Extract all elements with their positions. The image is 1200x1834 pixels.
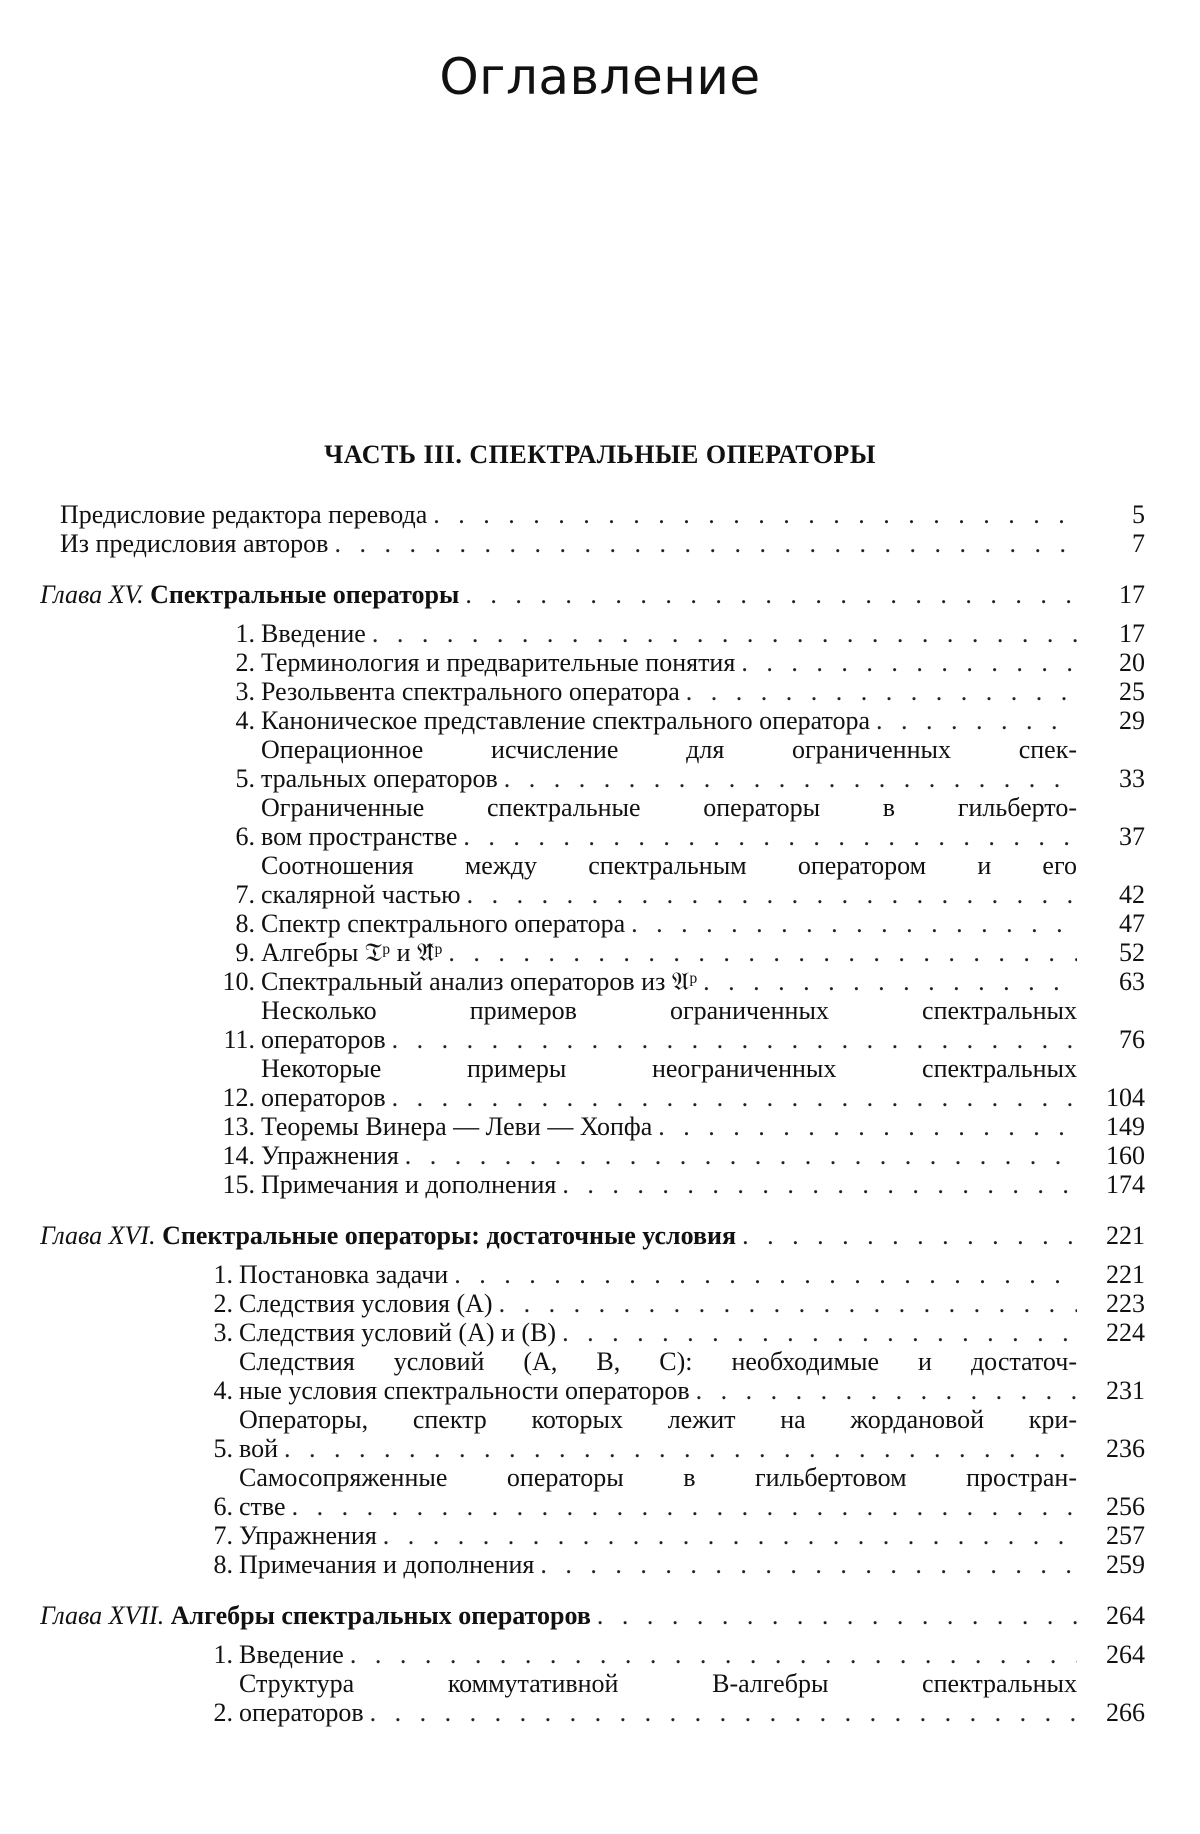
entry-text [239, 1640, 1077, 1669]
leader-dots [454, 1260, 1077, 1289]
entry-last-line [261, 648, 1077, 677]
leader-dots [562, 1318, 1077, 1347]
entry-text [239, 1669, 1077, 1727]
leader-dots [504, 764, 1077, 793]
section-number: 1. [213, 1640, 233, 1669]
part-heading: ЧАСТЬ III. СПЕКТРАЛЬНЫЕ ОПЕРАТОРЫ [324, 440, 876, 469]
section-number: 15. [222, 1170, 255, 1199]
toc-entry [60, 500, 1145, 529]
entry-line: Примечания и дополнения [239, 1550, 535, 1579]
section-number: 3. [235, 677, 255, 706]
toc-entry [215, 735, 1145, 793]
entry-last-line [239, 1376, 1077, 1405]
entry-last-line [239, 1640, 1077, 1669]
entry-line: Спектральный анализ операторов из 𝔄ᵖ [261, 967, 698, 996]
page-number: 37 [1119, 822, 1145, 851]
page-number: 47 [1119, 909, 1145, 938]
entry-line: Резольвента спектрального оператора [261, 677, 680, 706]
toc-entry [193, 1289, 1145, 1318]
leader-dots [562, 1170, 1077, 1199]
section-number: 8. [235, 909, 255, 938]
entry-last-line [60, 500, 1077, 529]
page-number: 266 [1106, 1698, 1145, 1727]
entry-line: Операционное исчисление для ограниченных спек- [261, 735, 1077, 764]
entry-text [261, 793, 1077, 851]
leader-dots [405, 1141, 1077, 1170]
entry-last-line [261, 619, 1077, 648]
section-number: 4. [235, 706, 255, 735]
toc-entry [215, 909, 1145, 938]
page-number: 17 [1119, 580, 1145, 609]
page-number: 264 [1106, 1601, 1145, 1630]
section-number: 12. [222, 1083, 255, 1112]
entry-last-line [239, 1521, 1077, 1550]
leader-dots [686, 677, 1077, 706]
page-number: 52 [1119, 938, 1145, 967]
entry-line: Несколько примеров ограниченных спектральных [261, 996, 1077, 1025]
entry-line: Введение [261, 619, 366, 648]
entry-last-line [261, 706, 1077, 735]
page-number: 256 [1106, 1492, 1145, 1521]
toc-entry [193, 1550, 1145, 1579]
section-list [40, 1640, 1145, 1727]
leader-dots [540, 1550, 1077, 1579]
entry-last-line [261, 967, 1077, 996]
page-number: 5 [1132, 500, 1145, 529]
entry-line: Спектр спектрального оператора [261, 909, 626, 938]
toc-entry [193, 1405, 1145, 1463]
entry-text [261, 648, 1077, 677]
entry-text [60, 529, 1077, 558]
entry-line: Ограниченные спектральные операторы в гильберто- [261, 793, 1077, 822]
entry-text [261, 938, 1077, 967]
entry-text [261, 851, 1077, 909]
chapter-heading [40, 580, 1145, 609]
entry-text [261, 1112, 1077, 1141]
entry-last-line [40, 1601, 1077, 1630]
page-number: 149 [1106, 1112, 1145, 1141]
chapter-name: Спектральные операторы [150, 580, 460, 609]
section-number: 6. [235, 822, 255, 851]
entry-line: стве [239, 1492, 286, 1521]
entry-text [40, 1601, 1077, 1630]
page-number: 63 [1119, 967, 1145, 996]
page-number: 223 [1106, 1289, 1145, 1318]
leader-dots [742, 1221, 1077, 1250]
leader-dots [372, 619, 1077, 648]
page-number: 224 [1106, 1318, 1145, 1347]
entry-last-line [261, 1170, 1077, 1199]
page-number: 231 [1106, 1376, 1145, 1405]
chapter-label: Глава XVI. [40, 1221, 163, 1250]
entry-text [261, 735, 1077, 793]
page-number: 257 [1106, 1521, 1145, 1550]
entry-last-line [239, 1550, 1077, 1579]
leader-dots [876, 706, 1077, 735]
entry-text [261, 1054, 1077, 1112]
entry-last-line [239, 1698, 1077, 1727]
toc-entry [193, 1521, 1145, 1550]
section-number: 3. [213, 1318, 233, 1347]
section-number: 7. [235, 880, 255, 909]
entry-text [261, 706, 1077, 735]
entry-last-line [261, 880, 1077, 909]
section-list [40, 619, 1145, 1199]
entry-line: Соотношения между спектральным оператором и его [261, 851, 1077, 880]
page-number: 25 [1119, 677, 1145, 706]
page-number: 174 [1106, 1170, 1145, 1199]
entry-line: Предисловие редактора перевода [60, 500, 428, 529]
toc-entry [215, 938, 1145, 967]
entry-last-line [40, 1221, 1077, 1250]
entry-line: Теоремы Винера — Леви — Хопфа [261, 1112, 653, 1141]
chapter-label: Глава XVII. [40, 1601, 171, 1630]
chapter-name: Алгебры спектральных операторов [170, 1601, 591, 1630]
toc-entry [215, 851, 1145, 909]
chapter-name: Спектральные операторы: достаточные условия [162, 1221, 737, 1250]
entry-last-line [261, 764, 1077, 793]
entry-last-line [261, 938, 1077, 967]
page-number: 259 [1106, 1550, 1145, 1579]
section-number: 5. [213, 1434, 233, 1463]
entry-last-line [239, 1318, 1077, 1347]
toc-entry [215, 1141, 1145, 1170]
leader-dots [597, 1601, 1077, 1630]
toc-entry [215, 619, 1145, 648]
section-number: 1. [213, 1260, 233, 1289]
leader-dots [392, 1083, 1077, 1112]
entry-line: операторов [261, 1025, 386, 1054]
section-number: 5. [235, 764, 255, 793]
leader-dots [703, 967, 1077, 996]
entry-text [261, 909, 1077, 938]
leader-dots [370, 1698, 1077, 1727]
entry-line: ные условия спектральности операторов [239, 1376, 690, 1405]
toc-entry [193, 1347, 1145, 1405]
entry-line: операторов [261, 1083, 386, 1112]
section-number: 4. [213, 1376, 233, 1405]
leader-dots [392, 1025, 1077, 1054]
toc-entry [215, 1112, 1145, 1141]
toc-entry [215, 996, 1145, 1054]
entry-text [239, 1463, 1077, 1521]
entry-text [261, 619, 1077, 648]
entry-line: Самосопряженные операторы в гильбертовом простран- [239, 1463, 1077, 1492]
leader-dots [499, 1289, 1077, 1318]
section-number: 2. [213, 1698, 233, 1727]
entry-last-line [40, 580, 1077, 609]
entry-line: Постановка задачи [239, 1260, 449, 1289]
entry-line: Каноническое представление спектрального оператора [261, 706, 871, 735]
section-number: 13. [222, 1112, 255, 1141]
entry-text [239, 1347, 1077, 1405]
toc-entry [60, 529, 1145, 558]
toc-entry [193, 1640, 1145, 1669]
page-number: 104 [1106, 1083, 1145, 1112]
entry-last-line [261, 677, 1077, 706]
toc-entry [215, 677, 1145, 706]
entry-last-line [60, 529, 1077, 558]
entry-line: Следствия условия (А) [239, 1289, 493, 1318]
entry-text [261, 1141, 1077, 1170]
section-number: 2. [213, 1289, 233, 1318]
entry-line: вой [239, 1434, 279, 1463]
leader-dots [284, 1434, 1077, 1463]
page-number: 33 [1119, 764, 1145, 793]
section-number: 6. [213, 1492, 233, 1521]
entry-last-line [261, 1083, 1077, 1112]
entry-last-line [261, 822, 1077, 851]
entry-text [239, 1521, 1077, 1550]
toc-entry [193, 1318, 1145, 1347]
entry-text [261, 996, 1077, 1054]
entry-line: Некоторые примеры неограниченных спектральных [261, 1054, 1077, 1083]
toc-entry [193, 1260, 1145, 1289]
entry-line: Введение [239, 1640, 344, 1669]
entry-text [261, 1170, 1077, 1199]
toc-entry [215, 648, 1145, 677]
section-list [40, 1260, 1145, 1579]
page-number: 221 [1106, 1221, 1145, 1250]
entry-line: Из предисловия авторов [60, 529, 329, 558]
toc-entry [215, 1170, 1145, 1199]
entry-text [261, 967, 1077, 996]
entry-text [60, 500, 1077, 529]
entry-line: Упражнения [261, 1141, 399, 1170]
entry-last-line [239, 1289, 1077, 1318]
chapter-title [40, 1601, 597, 1630]
section-number: 10. [222, 967, 255, 996]
leader-dots [467, 880, 1077, 909]
section-number: 9. [235, 938, 255, 967]
entry-last-line [239, 1434, 1077, 1463]
table-of-contents [40, 500, 1145, 1727]
chapter-label: Глава XV. [40, 580, 151, 609]
page-number: 236 [1106, 1434, 1145, 1463]
entry-last-line [261, 1025, 1077, 1054]
leader-dots [334, 529, 1077, 558]
leader-dots [465, 580, 1077, 609]
leader-dots [433, 500, 1077, 529]
entry-text [239, 1260, 1077, 1289]
chapter-heading [40, 1221, 1145, 1250]
chapter-title [40, 580, 465, 609]
leader-dots [463, 822, 1077, 851]
entry-text [239, 1318, 1077, 1347]
toc-entry [215, 967, 1145, 996]
entry-line: Операторы, спектр которых лежит на жордановой кри- [239, 1405, 1077, 1434]
page-number: 42 [1119, 880, 1145, 909]
entry-line: вом пространстве [261, 822, 458, 851]
entry-line: тральных операторов [261, 764, 498, 793]
entry-text [239, 1405, 1077, 1463]
entry-line: операторов [239, 1698, 364, 1727]
page-number: 17 [1119, 619, 1145, 648]
page-number: 29 [1119, 706, 1145, 735]
section-number: 1. [235, 619, 255, 648]
entry-text [239, 1289, 1077, 1318]
section-number: 11. [223, 1025, 255, 1054]
entry-text [40, 1221, 1077, 1250]
page-number: 221 [1106, 1260, 1145, 1289]
leader-dots [741, 648, 1077, 677]
leader-dots [383, 1521, 1077, 1550]
page-number: 7 [1132, 529, 1145, 558]
entry-line: Терминология и предварительные понятия [261, 648, 736, 677]
leader-dots [292, 1492, 1077, 1521]
leader-dots [696, 1376, 1077, 1405]
entry-line: Примечания и дополнения [261, 1170, 557, 1199]
toc-entry [215, 1054, 1145, 1112]
toc-entry [193, 1463, 1145, 1521]
entry-line: Упражнения [239, 1521, 377, 1550]
entry-last-line [261, 909, 1077, 938]
entry-text [261, 677, 1077, 706]
chapter-title [40, 1221, 742, 1250]
page-number: 20 [1119, 648, 1145, 677]
entry-text [239, 1550, 1077, 1579]
leader-dots [350, 1640, 1077, 1669]
leader-dots [448, 938, 1077, 967]
toc-entry [215, 706, 1145, 735]
entry-line: Алгебры 𝔗ᵖ и 𝔄̂ᵖ [261, 938, 443, 967]
section-number: 2. [235, 648, 255, 677]
entry-last-line [261, 1141, 1077, 1170]
toc-entry [193, 1669, 1145, 1727]
entry-last-line [239, 1260, 1077, 1289]
entry-line: Следствия условий (А) и (В) [239, 1318, 557, 1347]
page-number: 76 [1119, 1025, 1145, 1054]
entry-line: Структура коммутативной B-алгебры спектральных [239, 1669, 1077, 1698]
entry-line: скалярной частью [261, 880, 461, 909]
page-title: Оглавление [439, 48, 761, 106]
page-number: 160 [1106, 1141, 1145, 1170]
entry-last-line [239, 1492, 1077, 1521]
section-number: 7. [213, 1521, 233, 1550]
section-number: 14. [222, 1141, 255, 1170]
leader-dots [658, 1112, 1077, 1141]
leader-dots [631, 909, 1077, 938]
entry-text [40, 580, 1077, 609]
page-number: 264 [1106, 1640, 1145, 1669]
entry-line: Следствия условий (А, В, С): необходимые и достаточ- [239, 1347, 1077, 1376]
toc-entry [215, 793, 1145, 851]
section-number: 8. [213, 1550, 233, 1579]
chapter-heading [40, 1601, 1145, 1630]
entry-last-line [261, 1112, 1077, 1141]
